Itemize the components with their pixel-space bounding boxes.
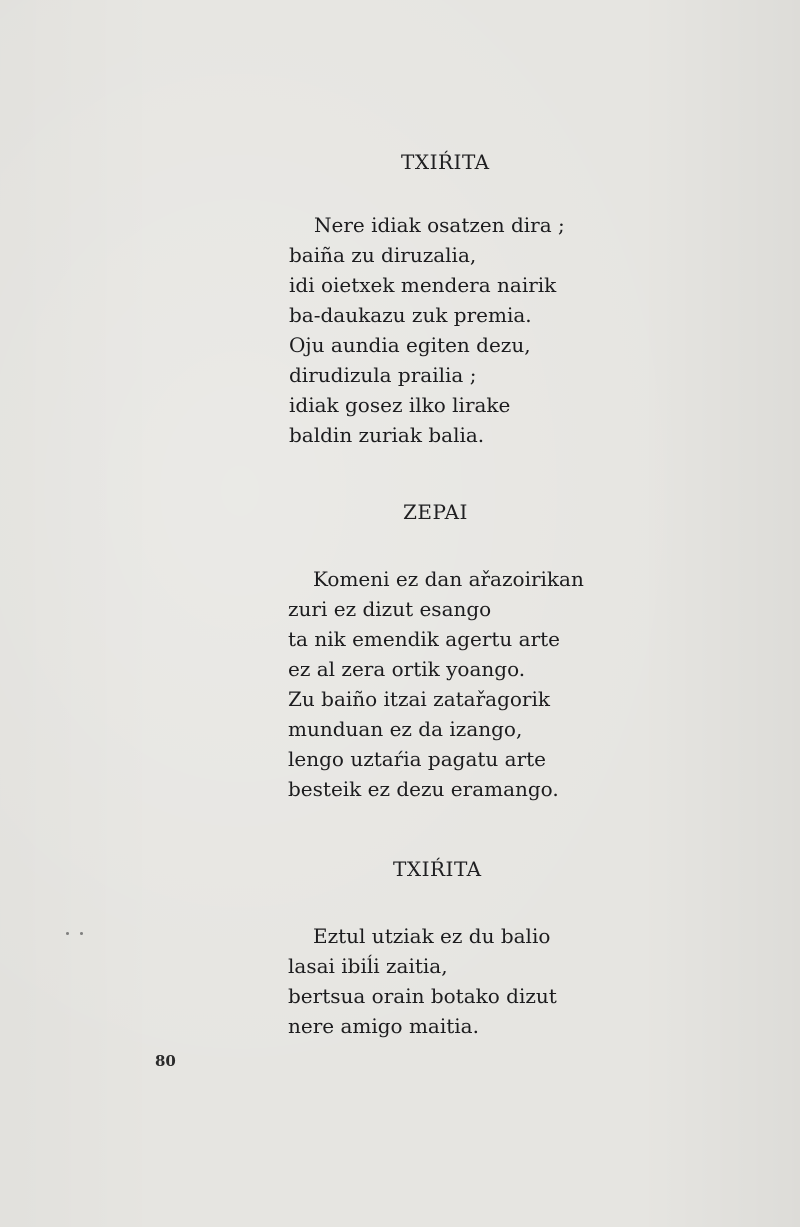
verse-line: dirudizula prailia ; (289, 363, 477, 387)
verse-line: lasai ibiĺi zaitia, (288, 954, 448, 978)
verse-line: ez al zera ortik yoango. (288, 657, 526, 681)
verse-line: Zu baiño itzai zatařagorik (288, 687, 551, 711)
verse-line: Oju aundia egiten dezu, (289, 333, 531, 357)
speaker-heading-2: ZEPAI (403, 500, 468, 524)
paper-speck (80, 932, 83, 935)
verse-line: idi oietxek mendera nairik (289, 273, 557, 297)
verse-line: besteik ez dezu eramango. (288, 777, 559, 801)
verse-line: baiña zu diruzalia, (289, 243, 477, 267)
paper-speck (66, 932, 69, 935)
verse-line: Nere idiak osatzen dira ; (314, 213, 565, 237)
speaker-heading-3: TXIŔITA (393, 857, 482, 881)
verse-line: baldin zuriak balia. (289, 423, 485, 447)
verse-line: ba-daukazu zuk premia. (289, 303, 532, 327)
verse-line: nere amigo maitia. (288, 1014, 479, 1038)
verse-line: ta nik emendik agertu arte (288, 627, 561, 651)
verse-line: zuri ez dizut esango (288, 597, 492, 621)
verse-line: idiak gosez ilko lirake (289, 393, 511, 417)
verse-line: bertsua orain botako dizut (288, 984, 557, 1008)
speaker-heading-1: TXIŔITA (401, 150, 490, 174)
verse-line: munduan ez da izango, (288, 717, 523, 741)
verse-line: Komeni ez dan ařazoirikan (313, 567, 584, 591)
page-number: 80 (155, 1052, 176, 1070)
verse-line: Eztul utziak ez du balio (313, 924, 551, 948)
verse-line: lengo uztaŕia pagatu arte (288, 747, 547, 771)
